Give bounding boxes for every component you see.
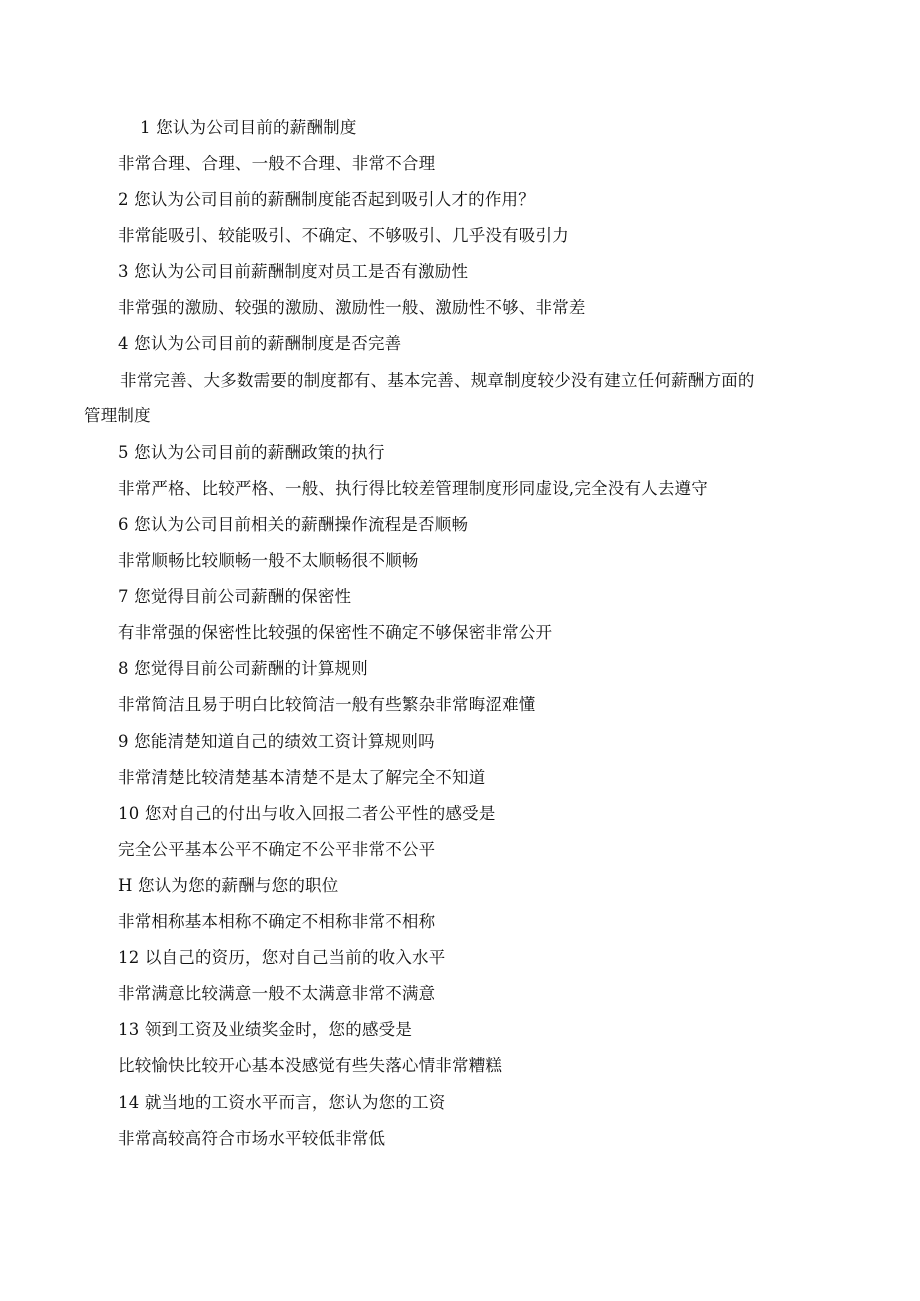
question-13: 13 领到工资及业绩奖金时，您的感受是 bbox=[118, 1020, 413, 1039]
question-3: 3 您认为公司目前薪酬制度对员工是否有激励性 bbox=[118, 262, 469, 281]
answer-2: 非常能吸引、较能吸引、不确定、不够吸引、几乎没有吸引力 bbox=[118, 226, 569, 245]
question-8: 8 您觉得目前公司薪酬的计算规则 bbox=[118, 659, 368, 678]
answer-8: 非常简洁且易于明白比较简洁一般有些繁杂非常晦涩难懂 bbox=[118, 695, 536, 714]
answer-11: 非常相称基本相称不确定不相称非常不相称 bbox=[118, 912, 436, 931]
answer-4-line-2: 管理制度 bbox=[84, 406, 151, 425]
answer-3: 非常强的激励、较强的激励、激励性一般、激励性不够、非常差 bbox=[118, 298, 586, 317]
question-7: 7 您觉得目前公司薪酬的保密性 bbox=[118, 587, 352, 606]
question-1: 1 您认为公司目前的薪酬制度 bbox=[140, 118, 357, 137]
answer-13: 比较愉快比较开心基本没感觉有些失落心情非常糟糕 bbox=[118, 1056, 503, 1075]
question-14: 14 就当地的工资水平而言，您认为您的工资 bbox=[118, 1093, 446, 1112]
answer-12: 非常满意比较满意一般不太满意非常不满意 bbox=[118, 984, 436, 1003]
question-5: 5 您认为公司目前的薪酬政策的执行 bbox=[118, 443, 385, 462]
question-9: 9 您能清楚知道自己的绩效工资计算规则吗 bbox=[118, 732, 435, 751]
question-2: 2 您认为公司目前的薪酬制度能否起到吸引人才的作用？ bbox=[118, 190, 535, 209]
answer-1: 非常合理、合理、一般不合理、非常不合理 bbox=[118, 154, 436, 173]
question-12: 12 以自己的资历，您对自己当前的收入水平 bbox=[118, 948, 446, 967]
answer-5: 非常严格、比较严格、一般、执行得比较差管理制度形同虚设,完全没有人去遵守 bbox=[118, 479, 708, 498]
question-11: H 您认为您的薪酬与您的职位 bbox=[118, 876, 339, 895]
answer-7: 有非常强的保密性比较强的保密性不确定不够保密非常公开 bbox=[118, 623, 553, 642]
answer-14: 非常高较高符合市场水平较低非常低 bbox=[118, 1129, 386, 1148]
answer-6: 非常顺畅比较顺畅一般不太顺畅很不顺畅 bbox=[118, 551, 419, 570]
question-4: 4 您认为公司目前的薪酬制度是否完善 bbox=[118, 334, 402, 353]
question-6: 6 您认为公司目前相关的薪酬操作流程是否顺畅 bbox=[118, 515, 469, 534]
question-10: 10 您对自己的付出与收入回报二者公平性的感受是 bbox=[118, 804, 496, 823]
answer-4-line-1: 非常完善、大多数需要的制度都有、基本完善、规章制度较少没有建立任何薪酬方面的 bbox=[120, 371, 755, 390]
answer-10: 完全公平基本公平不确定不公平非常不公平 bbox=[118, 840, 436, 859]
answer-9: 非常清楚比较清楚基本清楚不是太了解完全不知道 bbox=[118, 768, 486, 787]
